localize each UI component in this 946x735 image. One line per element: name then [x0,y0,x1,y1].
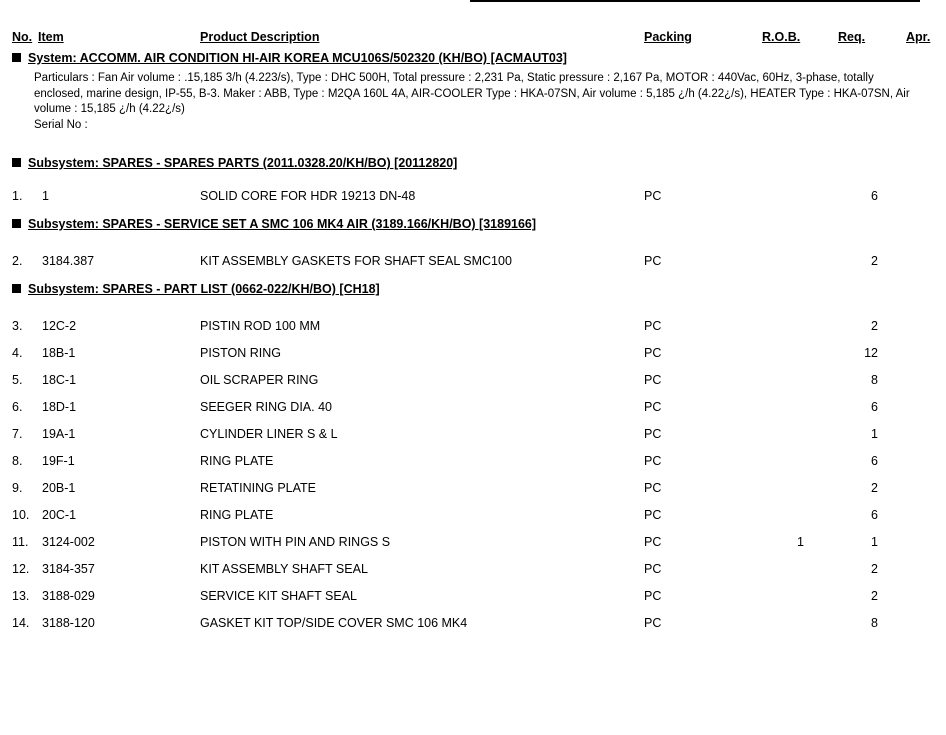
row-no: 13. [12,589,30,603]
table-row [12,535,934,562]
column-header-req: Req. [838,30,866,44]
row-packing: PC [644,616,662,630]
column-header-no: No. [12,30,33,44]
row-item: 3184-357 [42,562,95,576]
column-header-rob: R.O.B. [762,30,801,44]
row-description: SERVICE KIT SHAFT SEAL [200,589,358,603]
row-description: RING PLATE [200,508,274,522]
row-item: 1 [42,189,49,203]
row-no: 5. [12,373,23,387]
row-req: 8 [871,616,878,630]
row-packing: PC [644,373,662,387]
row-packing: PC [644,189,662,203]
row-description: PISTON RING [200,346,282,360]
subsystem-heading [12,281,934,297]
row-description: KIT ASSEMBLY GASKETS FOR SHAFT SEAL SMC100 [200,254,512,268]
table-row [12,562,934,589]
column-header-packing: Packing [644,30,692,44]
table-row [12,508,934,535]
row-packing: PC [644,254,662,268]
row-no: 1. [12,189,23,203]
table-row [12,346,934,373]
row-description: SOLID CORE FOR HDR 19213 DN-48 [200,189,416,203]
row-no: 2. [12,254,23,268]
row-no: 12. [12,562,30,576]
system-serial-no: Serial No : [34,118,88,131]
row-packing: PC [644,454,662,468]
row-description: KIT ASSEMBLY SHAFT SEAL [200,562,368,576]
table-row [12,454,934,481]
row-req: 12 [864,346,878,360]
row-req: 6 [871,189,878,203]
subsystem-heading-label: Subsystem: SPARES - PART LIST (0662-022/KH/BO) [CH18] [28,282,380,296]
table-row [12,189,934,216]
row-req: 1 [871,535,878,549]
row-item: 19F-1 [42,454,75,468]
row-no: 4. [12,346,23,360]
row-description: PISTIN ROD 100 MM [200,319,321,333]
subsystem-heading [12,155,934,171]
row-req: 6 [871,508,878,522]
square-bullet-icon [12,158,21,167]
row-no: 7. [12,427,23,441]
table-row [12,589,934,616]
row-item: 18B-1 [42,346,76,360]
square-bullet-icon [12,53,21,62]
row-rob: 1 [797,535,804,549]
row-packing: PC [644,400,662,414]
row-description: RETATINING PLATE [200,481,316,495]
system-particulars: Particulars : Fan Air volume : .15,185 3/h (4.223/s), Type : DHC 500H, Total pressure : 2,231 Pa, Static pressure : 2,167 Pa, MOTOR : 440Vac, 60Hz, 3-phase, totally enclosed, marine design, IP-55, B-3. Maker : ABB, Type : M2QA 160L 4A, AIR-COOLER Type : HKA-07SN, Air volume : 5,185 ¿/h (4.22¿/s), HEATER Type : HKA-07SN, Air volume : 15,185 ¿/h (4.22¿/s) [34,72,910,115]
row-packing: PC [644,481,662,495]
column-header-description: Product Description [200,30,320,44]
row-req: 2 [871,319,878,333]
row-req: 2 [871,589,878,603]
row-packing: PC [644,589,662,603]
row-packing: PC [644,508,662,522]
row-req: 2 [871,481,878,495]
table-row [12,616,934,643]
row-no: 14. [12,616,30,630]
row-item: 18D-1 [42,400,77,414]
row-description: RING PLATE [200,454,274,468]
row-item: 12C-2 [42,319,77,333]
table-row [12,400,934,427]
row-item: 3188-120 [42,616,95,630]
subsystem-heading [12,216,934,232]
row-description: GASKET KIT TOP/SIDE COVER SMC 106 MK4 [200,616,468,630]
column-header-item: Item [38,30,64,44]
table-header-row [12,30,934,50]
row-packing: PC [644,346,662,360]
page-top-rule [470,0,920,2]
row-req: 2 [871,254,878,268]
row-no: 3. [12,319,23,333]
square-bullet-icon [12,219,21,228]
row-packing: PC [644,535,662,549]
row-description: CYLINDER LINER S & L [200,427,338,441]
row-packing: PC [644,562,662,576]
table-row [12,319,934,346]
subsystem-heading-label: Subsystem: SPARES - SPARES PARTS (2011.0328.20/KH/BO) [20112820] [28,156,458,170]
row-item: 3124-002 [42,535,95,549]
row-no: 11. [12,535,29,549]
row-req: 1 [871,427,878,441]
row-packing: PC [644,427,662,441]
table-row [12,481,934,508]
row-description: SEEGER RING DIA. 40 [200,400,332,414]
column-header-apr: Apr. [906,30,931,44]
row-item: 3184.387 [42,254,95,268]
document-content [12,30,934,643]
row-description: OIL SCRAPER RING [200,373,319,387]
row-packing: PC [644,319,662,333]
row-item: 18C-1 [42,373,77,387]
row-req: 2 [871,562,878,576]
row-item: 20B-1 [42,481,76,495]
row-no: 10. [12,508,30,522]
table-row [12,427,934,454]
table-row [12,373,934,400]
row-req: 6 [871,400,878,414]
table-row [12,254,934,281]
row-req: 6 [871,454,878,468]
row-no: 8. [12,454,23,468]
row-no: 6. [12,400,23,414]
square-bullet-icon [12,284,21,293]
row-item: 3188-029 [42,589,95,603]
system-heading-label: System: ACCOMM. AIR CONDITION HI-AIR KOREA MCU106S/502320 (KH/BO) [ACMAUT03] [28,51,567,65]
row-item: 20C-1 [42,508,77,522]
row-req: 8 [871,373,878,387]
system-heading [12,50,934,66]
subsystem-heading-label: Subsystem: SPARES - SERVICE SET A SMC 106 MK4 AIR (3189.166/KH/BO) [3189166] [28,217,537,231]
row-description: PISTON WITH PIN AND RINGS S [200,535,391,549]
row-item: 19A-1 [42,427,76,441]
row-no: 9. [12,481,23,495]
